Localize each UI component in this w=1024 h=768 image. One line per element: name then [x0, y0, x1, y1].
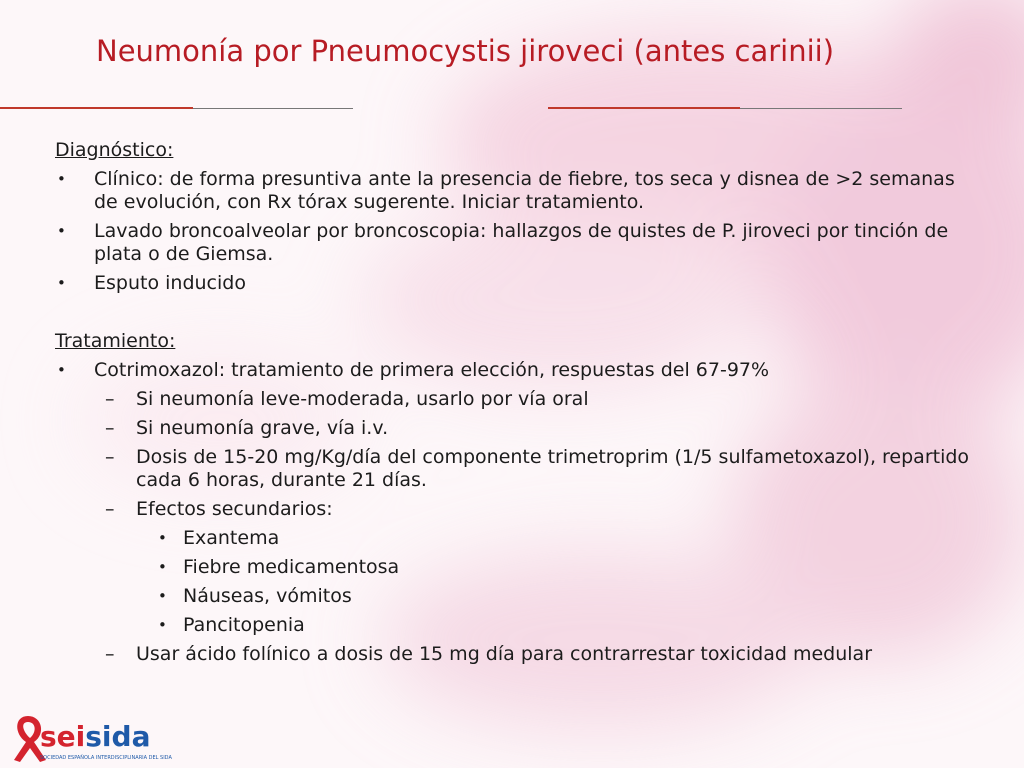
title-divider-red-left [0, 107, 193, 109]
logo-prefix: sei [40, 720, 86, 753]
diagnosis-item: • Lavado broncoalveolar por broncoscopia: hallazgos de quistes de P. jiroveci por tinción de plata o de Giemsa. [55, 220, 970, 266]
section-spacer [55, 301, 970, 330]
side-effect-item: • Pancitopenia [55, 614, 970, 637]
svg-text:seisida [40, 720, 150, 753]
title-divider-red-right [548, 107, 740, 109]
treatment-sub-item: – Si neumonía grave, vía i.v. [55, 417, 970, 440]
treatment-item: • Cotrimoxazol: tratamiento de primera elección, respuestas del 67-97% [55, 359, 970, 382]
logo-caption: SOCIEDAD ESPAÑOLA INTERDISCIPLINARIA DEL SIDA [40, 755, 172, 761]
logo-suffix: sida [85, 720, 151, 753]
treatment-list [55, 359, 970, 382]
treatment-sub-item: – Usar ácido folínico a dosis de 15 mg día para contrarrestar toxicidad medular [55, 643, 970, 666]
slide-title: Neumonía por Pneumocystis jiroveci (antes carinii) [96, 34, 835, 68]
side-effect-item: • Náuseas, vómitos [55, 585, 970, 608]
diagnosis-item: • Esputo inducido [55, 272, 970, 295]
seisida-logo [6, 712, 186, 764]
title-divider-gray-left [193, 108, 353, 109]
side-effect-item: • Exantema [55, 527, 970, 550]
diagnosis-heading: Diagnóstico: [55, 139, 174, 161]
diagnosis-list [55, 168, 970, 295]
side-effect-item: • Fiebre medicamentosa [55, 556, 970, 579]
treatment-sub-item: – Dosis de 15-20 mg/Kg/día del componente trimetroprim (1/5 sulfametoxazol), repartido cada 6 horas, durante 21 días. [55, 446, 970, 492]
treatment-sub-item: – Efectos secundarios: [55, 498, 970, 521]
treatment-sub-item: – Si neumonía leve-moderada, usarlo por vía oral [55, 388, 970, 411]
title-divider-gray-right [740, 108, 902, 109]
treatment-heading: Tratamiento: [55, 330, 176, 352]
treatment-sub-list [55, 388, 970, 666]
diagnosis-item: • Clínico: de forma presuntiva ante la presencia de fiebre, tos seca y disnea de >2 semanas de evolución, con Rx tórax sugerente. Iniciar tratamiento. [55, 168, 970, 214]
slide-content [55, 139, 970, 672]
